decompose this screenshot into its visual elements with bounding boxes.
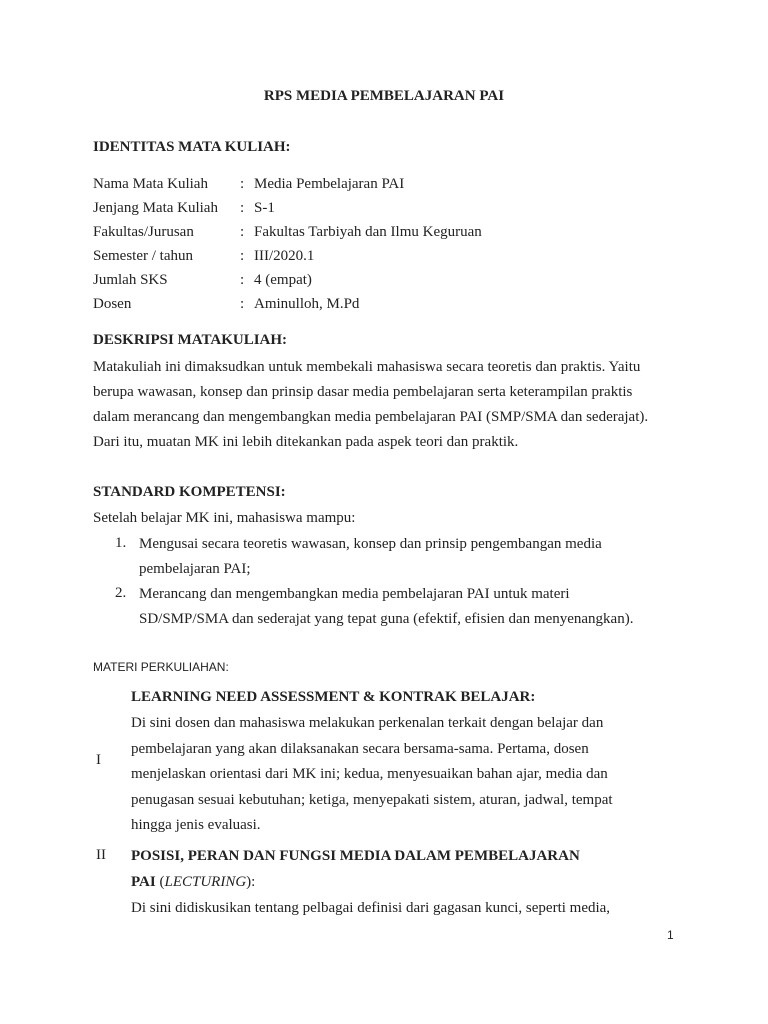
- identitas-separator: :: [240, 272, 245, 288]
- list-item-line: SD/SMP/SMA dan sederajat yang tepat guna (efektif, efisien dan menyenangkan).: [139, 611, 634, 627]
- identitas-row: [93, 247, 482, 271]
- document-title: RPS MEDIA PEMBELAJARAN PAI: [263, 88, 505, 104]
- section-line: pembelajaran yang akan dilaksanakan secara bersama-sama. Pertama, dosen: [131, 740, 589, 757]
- identitas-label: Jenjang Mata Kuliah: [93, 200, 218, 216]
- deskripsi-paragraph: [93, 358, 683, 458]
- identitas-value: Fakultas Tarbiyah dan Ilmu Keguruan: [254, 224, 482, 240]
- identitas-value: S-1: [254, 200, 275, 216]
- section-line: Di sini dosen dan mahasiswa melakukan perkenalan terkait dengan belajar dan: [131, 715, 604, 731]
- materi-section: [131, 688, 613, 842]
- identitas-separator: :: [240, 224, 245, 240]
- identitas-separator: :: [240, 200, 245, 216]
- identitas-separator: :: [240, 296, 245, 312]
- list-item: [93, 535, 633, 585]
- list-item-line: Merancang dan mengembangkan media pembelajaran PAI untuk materi: [139, 586, 570, 602]
- identitas-row: [93, 271, 482, 295]
- identitas-heading: IDENTITAS MATA KULIAH:: [93, 139, 291, 155]
- identitas-value: Media Pembelajaran PAI: [254, 176, 405, 192]
- section-heading-bold: PAI: [131, 874, 156, 890]
- identitas-label: Nama Mata Kuliah: [93, 176, 208, 192]
- section-heading-paren-open: (: [155, 874, 165, 890]
- deskripsi-heading: DESKRIPSI MATAKULIAH:: [93, 332, 288, 348]
- paragraph-line: Matakuliah ini dimaksudkan untuk membekali mahasiswa secara teoretis dan praktis. Yaitu: [93, 359, 641, 375]
- identitas-value: 4 (empat): [254, 272, 312, 288]
- list-item: [93, 585, 633, 635]
- identitas-table: [93, 175, 482, 319]
- identitas-row: [93, 175, 482, 199]
- identitas-label: Fakultas/Jurusan: [93, 224, 194, 240]
- section-line: penugasan sesuai kebutuhan; ketiga, menyepakati sistem, aturan, jadwal, tempat: [131, 791, 613, 808]
- section-line: Di sini didiskusikan tentang pelbagai definisi dari gagasan kunci, seperti media,: [131, 899, 611, 916]
- section-number: I: [96, 752, 101, 768]
- paragraph-line: Dari itu, muatan MK ini lebih ditekankan pada aspek teori dan praktik.: [93, 434, 519, 450]
- identitas-separator: :: [240, 248, 245, 264]
- paragraph-line: dalam merancang dan mengembangkan media pembelajaran PAI (SMP/SMA dan sederajat).: [93, 409, 649, 425]
- identitas-separator: :: [240, 176, 245, 192]
- identitas-label: Semester / tahun: [93, 248, 193, 264]
- identitas-row: [93, 223, 482, 247]
- section-line: hingga jenis evaluasi.: [131, 817, 261, 833]
- list-item-line: Mengusai secara teoretis wawasan, konsep dan prinsip pengembangan media: [139, 536, 602, 552]
- section-heading-continued: [131, 873, 610, 899]
- materi-heading: MATERI PERKULIAHAN:: [93, 660, 229, 674]
- list-item-line: pembelajaran PAI;: [139, 561, 251, 577]
- identitas-label: Jumlah SKS: [93, 272, 168, 288]
- standard-intro: Setelah belajar MK ini, mahasiswa mampu:: [93, 510, 356, 526]
- section-number: II: [96, 847, 106, 863]
- page-number: 1: [667, 928, 674, 942]
- paragraph-line: berupa wawasan, konsep dan prinsip dasar media pembelajaran serta keterampilan praktis: [93, 384, 633, 400]
- identitas-label: Dosen: [93, 296, 132, 312]
- identitas-row: [93, 295, 482, 319]
- list-number: 1.: [115, 535, 127, 551]
- section-heading: POSISI, PERAN DAN FUNGSI MEDIA DALAM PEMBELAJARAN: [131, 848, 580, 864]
- section-heading-italic: LECTURING: [164, 874, 247, 890]
- materi-section: [131, 847, 610, 924]
- standard-heading: STANDARD KOMPETENSI:: [93, 484, 286, 500]
- identitas-value: III/2020.1: [254, 248, 315, 264]
- list-number: 2.: [115, 585, 127, 601]
- section-line: menjelaskan orientasi dari MK ini; kedua, menyesuaikan bahan ajar, media dan: [131, 766, 608, 782]
- identitas-row: [93, 199, 482, 223]
- section-heading: LEARNING NEED ASSESSMENT & KONTRAK BELAJAR:: [131, 689, 536, 705]
- kompetensi-list: [93, 535, 633, 635]
- section-heading-paren-close: ):: [246, 874, 256, 890]
- identitas-value: Aminulloh, M.Pd: [254, 296, 360, 312]
